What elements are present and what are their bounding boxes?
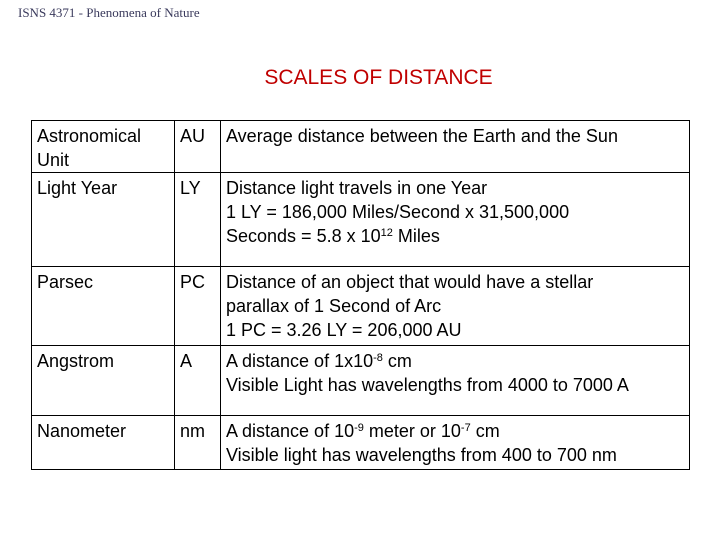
- slide-title: SCALES OF DISTANCE: [264, 66, 493, 89]
- unit-definition: [221, 346, 690, 416]
- text-segment: A distance of 10: [226, 421, 355, 441]
- text-segment: Miles: [392, 226, 440, 246]
- table-row: [32, 416, 690, 470]
- definition-line: [226, 224, 689, 248]
- unit-name: Angstrom: [32, 346, 175, 416]
- unit-abbreviation: nm: [175, 416, 221, 470]
- text-segment: meter or 10: [363, 421, 461, 441]
- unit-abbreviation: A: [175, 346, 221, 416]
- text-segment: cm: [382, 351, 412, 371]
- unit-definition: [221, 173, 690, 267]
- table-row: [32, 267, 690, 346]
- unit-definition: Average distance between the Earth and the Sun: [221, 121, 690, 173]
- unit-name: Astronomical Unit: [32, 121, 175, 173]
- definition-line: Distance light travels in one Year: [226, 178, 488, 198]
- definition-line: [226, 349, 689, 373]
- unit-definition: [221, 267, 690, 346]
- unit-name: Parsec: [32, 267, 175, 346]
- unit-abbreviation: LY: [175, 173, 221, 267]
- definition-line: 1 LY = 186,000 Miles/Second x 31,500,000: [226, 202, 570, 222]
- course-header: ISNS 4371 - Phenomena of Nature: [18, 5, 200, 20]
- distance-scales-table: [31, 120, 690, 470]
- exponent: -8: [373, 352, 383, 364]
- table-row: [32, 173, 690, 267]
- unit-name: Nanometer: [32, 416, 175, 470]
- definition-line: Visible Light has wavelengths from 4000 to 7000 A: [226, 375, 629, 395]
- unit-abbreviation: AU: [175, 121, 221, 173]
- definition-line: [226, 419, 689, 443]
- text-segment: A distance of 1x10: [226, 351, 374, 371]
- table-row: [32, 121, 690, 173]
- unit-definition: [221, 416, 690, 470]
- definition-line: 1 PC = 3.26 LY = 206,000 AU: [226, 320, 462, 340]
- text-segment: cm: [470, 421, 500, 441]
- unit-abbreviation: PC: [175, 267, 221, 346]
- definition-line: Visible light has wavelengths from 400 to 700 nm: [226, 445, 617, 465]
- definition-line: Distance of an object that would have a stellar: [226, 272, 594, 292]
- exponent: -9: [354, 422, 364, 434]
- exponent: 12: [380, 227, 393, 239]
- definition-line: parallax of 1 Second of Arc: [226, 296, 442, 316]
- text-segment: Seconds = 5.8 x 10: [226, 226, 381, 246]
- unit-name: Light Year: [32, 173, 175, 267]
- table-row: [32, 346, 690, 416]
- exponent: -7: [460, 422, 471, 434]
